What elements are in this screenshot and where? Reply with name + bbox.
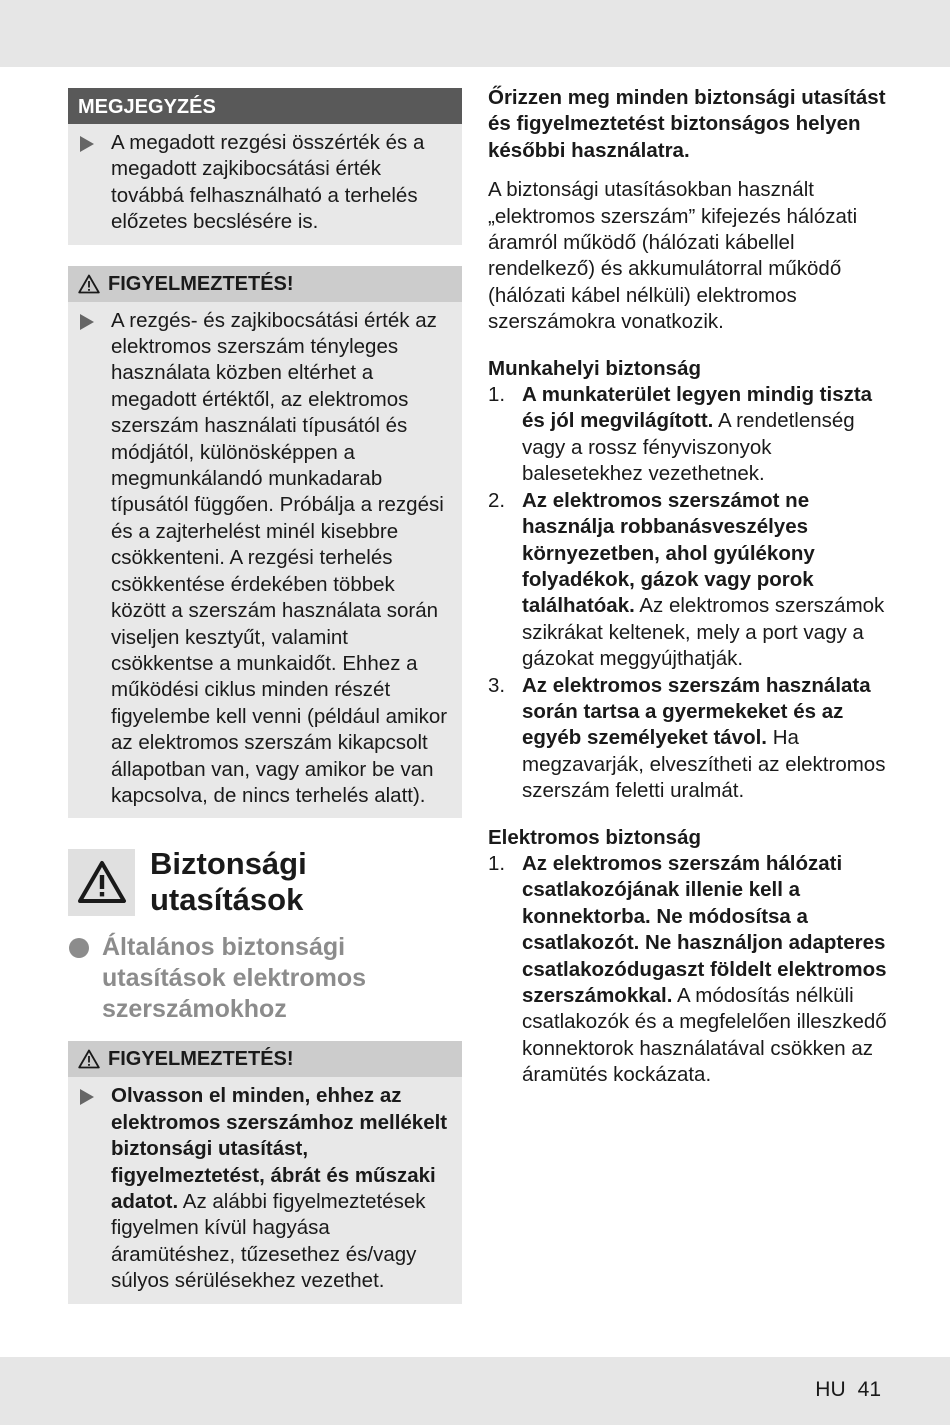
note-box [68,88,462,245]
title-warning-icon-box [68,849,135,916]
section-subtitle-block [68,932,462,1025]
item-number: 3. [488,673,506,697]
warning-box-1 [68,266,462,819]
list-item [488,488,888,673]
bullet-dot-icon [69,938,89,958]
electrical-safety-heading: Elektromos biztonság [488,825,702,849]
item-text: Ha megzavarják, elveszítheti az elektromos szerszám feletti uralmát. [522,726,886,803]
note-title: MEGJEGYZÉS [68,88,462,124]
item-number: 2. [488,488,506,512]
list-item [488,673,888,805]
right-column [488,85,888,1089]
top-band [0,0,950,67]
note-text: A megadott rezgési összérték és a megadott zajkibocsátási érték továbbá felhasználható a terhelés előzetes becslésére is. [111,131,425,234]
warning-header-2 [68,1041,462,1077]
item-number: 1. [488,383,506,407]
large-warning-triangle-icon [77,860,127,904]
section-subtitle: Általános biztonsági utasítások elektromos szerszámokhoz [102,933,366,1024]
section-title-line1: Biztonsági [150,846,307,882]
item-text: A módosítás nélküli csatlakozók és a megfelelően illeszkedő konnektorok használatával csökken az áramütés kockázata. [522,984,887,1087]
item-text: Az elektromos szerszámok szikrákat keltenek, mely a port vagy a gázokat meggyújthatják. [522,594,885,671]
keep-instructions-text: Őrizzen meg minden biztonsági utasítást és figyelmeztetést biztonságos helyen későbbi használatra. [488,86,886,162]
warning-text-2: Az alábbi figyelmeztetések figyelmen kívül hagyása áramütéshez, tűzesethez és/vagy súlyos sérülésekhez vezethet. [111,1189,426,1293]
list-item [488,382,888,488]
electrical-safety-list [488,851,888,1089]
warning-text-1: A rezgés- és zajkibocsátási érték az elektromos szerszám tényleges használata közben eltérhet a megadott értéktől, az elektromos szerszám használati típusától és módjától, különösképpen a megmunkálandó munkadarab típusától függően. Próbálja a rezgési és a zajterhelést minél kisebbre csökkenteni. A rezgési terhelés csökkentése érdekében többek között a szerszám használata során viseljen kesztyűt, valamint csökkentse a munkaidőt. Ehhez a működési ciklus minden részét figyelembe kell venni (például amikor az elektromos szerszám kikapcsolt állapotban van, vagy amikor be van kapcsolva, de nincs terhelés alatt). [111,308,448,807]
page-number: 41 [857,1378,881,1401]
arrow-icon [80,314,94,330]
section-title [150,846,307,918]
warning-text-2-bold: Olvasson el minden, ehhez az elektromos szerszámhoz mellékelt biztonsági utasítást, figyelmeztetést, ábrát és műszaki adatot. [111,1084,448,1213]
warning-triangle-icon [78,274,100,294]
list-item [488,851,888,1089]
workplace-safety-heading: Munkahelyi biztonság [488,356,701,380]
page-footer [803,1378,881,1402]
warning-triangle-icon [78,1049,100,1069]
warning-title-1: FIGYELMEZTETÉS! [108,272,294,295]
warning-body-1 [68,302,462,819]
item-bold-text: A munkaterület legyen mindig tiszta és jól megvilágított. [522,383,873,433]
warning-box-2 [68,1041,462,1303]
arrow-icon [80,136,94,152]
warning-title-2: FIGYELMEZTETÉS! [108,1048,294,1071]
warning-header-1 [68,266,462,302]
item-bold-text: Az elektromos szerszám hálózati csatlakozójának illenie kell a konnektorba. Ne módosítsa a csatlakozót. Ne használjon adapteres csatlakozódugaszt földelt elektromos szerszámokkal. [522,851,887,1007]
section-title-line2: utasítások [150,882,304,918]
item-bold-text: Az elektromos szerszámot ne használja robbanásveszélyes környezetben, ahol gyúlékony folyadékok, gázok vagy porok találhatóak. [522,488,815,618]
warning-body-2 [68,1077,462,1303]
item-text: A rendetlenség vagy a rossz fényviszonyok balesetekhez vezethetnek. [522,409,855,486]
item-bold-text: Az elektromos szerszám használata során tartsa a gyermekeket és az egyéb személyeket távol. [522,673,871,750]
note-body [68,124,462,245]
left-column [68,88,462,1304]
workplace-safety-list [488,382,888,805]
intro-paragraph: A biztonsági utasításokban használt „elektromos szerszám” kifejezés hálózati áramról működő (hálózati kábellel rendelkező) és akkumulátorral működő (hálózati kábel nélküli) elektromos szerszámokra vonatkozik. [488,178,858,334]
item-number: 1. [488,851,506,875]
footer-language: HU [815,1378,846,1401]
arrow-icon [80,1089,94,1105]
section-title-block [68,846,462,918]
